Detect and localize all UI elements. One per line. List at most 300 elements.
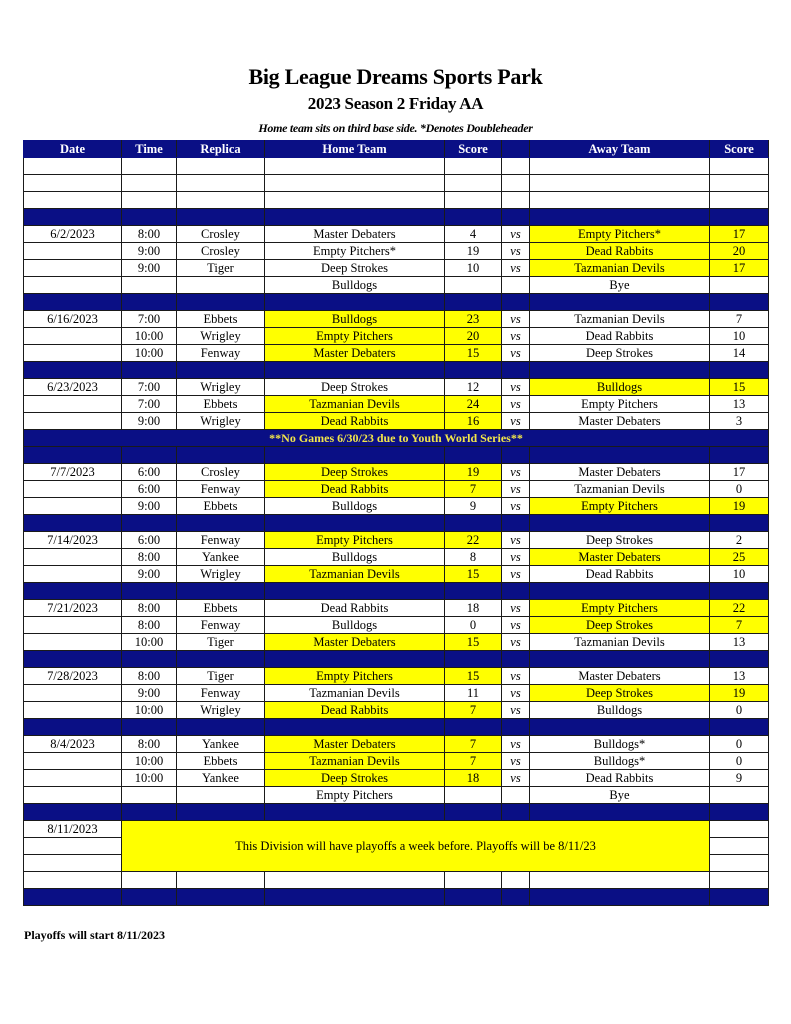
game-field: Fenway bbox=[177, 345, 265, 362]
away-score: 13 bbox=[710, 396, 769, 413]
week-separator bbox=[24, 719, 769, 736]
empty-cell bbox=[710, 583, 769, 600]
game-date: 6/16/2023 bbox=[24, 311, 122, 328]
empty-cell bbox=[24, 277, 122, 294]
blank-row bbox=[24, 872, 769, 889]
empty-cell bbox=[445, 804, 502, 821]
game-field: Tiger bbox=[177, 634, 265, 651]
game-time: 10:00 bbox=[122, 328, 177, 345]
empty-cell bbox=[530, 872, 710, 889]
away-team: Bulldogs bbox=[530, 702, 710, 719]
empty-cell bbox=[122, 515, 177, 532]
home-team: Dead Rabbits bbox=[265, 481, 445, 498]
game-row bbox=[24, 668, 769, 685]
game-field: Yankee bbox=[177, 770, 265, 787]
empty-cell bbox=[122, 294, 177, 311]
home-score: 12 bbox=[445, 379, 502, 396]
game-time: 10:00 bbox=[122, 702, 177, 719]
vs-label: vs bbox=[502, 685, 530, 702]
empty-cell bbox=[24, 804, 122, 821]
game-time: 6:00 bbox=[122, 464, 177, 481]
game-field: Yankee bbox=[177, 549, 265, 566]
game-row bbox=[24, 481, 769, 498]
col-header-time: Time bbox=[122, 141, 177, 158]
home-team: Tazmanian Devils bbox=[265, 566, 445, 583]
empty-cell bbox=[265, 651, 445, 668]
col-header-home-score: Score bbox=[445, 141, 502, 158]
bye-team: Bulldogs bbox=[265, 277, 445, 294]
empty-cell bbox=[265, 889, 445, 906]
home-score: 9 bbox=[445, 498, 502, 515]
empty-cell bbox=[710, 889, 769, 906]
home-score: 11 bbox=[445, 685, 502, 702]
away-score: 3 bbox=[710, 413, 769, 430]
empty-cell bbox=[122, 719, 177, 736]
vs-label: vs bbox=[502, 311, 530, 328]
game-time: 9:00 bbox=[122, 685, 177, 702]
away-score: 20 bbox=[710, 243, 769, 260]
home-team: Master Debaters bbox=[265, 345, 445, 362]
col-header-away-score: Score bbox=[710, 141, 769, 158]
game-date bbox=[24, 328, 122, 345]
empty-cell bbox=[710, 362, 769, 379]
empty-cell bbox=[710, 175, 769, 192]
vs-label: vs bbox=[502, 668, 530, 685]
empty-cell bbox=[530, 651, 710, 668]
empty-cell bbox=[24, 158, 122, 175]
empty-cell bbox=[265, 175, 445, 192]
game-row bbox=[24, 770, 769, 787]
away-score: 19 bbox=[710, 685, 769, 702]
game-field: Yankee bbox=[177, 736, 265, 753]
empty-cell bbox=[265, 294, 445, 311]
empty-cell bbox=[265, 515, 445, 532]
game-row bbox=[24, 396, 769, 413]
empty-cell bbox=[24, 362, 122, 379]
week-separator bbox=[24, 362, 769, 379]
away-score: 14 bbox=[710, 345, 769, 362]
playoff-date: 8/11/2023 bbox=[24, 821, 122, 838]
bye-label: Bye bbox=[530, 787, 710, 804]
away-score: 17 bbox=[710, 464, 769, 481]
empty-cell bbox=[710, 719, 769, 736]
empty-cell bbox=[122, 175, 177, 192]
away-score: 13 bbox=[710, 634, 769, 651]
away-score: 19 bbox=[710, 498, 769, 515]
game-time: 10:00 bbox=[122, 634, 177, 651]
away-team: Bulldogs* bbox=[530, 736, 710, 753]
game-time: 10:00 bbox=[122, 345, 177, 362]
empty-cell bbox=[445, 787, 502, 804]
game-time: 10:00 bbox=[122, 753, 177, 770]
game-row bbox=[24, 617, 769, 634]
game-row bbox=[24, 753, 769, 770]
vs-label: vs bbox=[502, 464, 530, 481]
game-field: Wrigley bbox=[177, 379, 265, 396]
game-field: Tiger bbox=[177, 260, 265, 277]
empty-cell bbox=[24, 294, 122, 311]
game-row bbox=[24, 549, 769, 566]
empty-cell bbox=[502, 362, 530, 379]
empty-cell bbox=[445, 872, 502, 889]
home-score: 22 bbox=[445, 532, 502, 549]
vs-label: vs bbox=[502, 566, 530, 583]
empty-cell bbox=[502, 277, 530, 294]
empty-cell bbox=[177, 192, 265, 209]
away-team: Dead Rabbits bbox=[530, 770, 710, 787]
home-team: Deep Strokes bbox=[265, 260, 445, 277]
empty-cell bbox=[530, 719, 710, 736]
empty-cell bbox=[24, 192, 122, 209]
empty-cell bbox=[24, 209, 122, 226]
vs-label: vs bbox=[502, 753, 530, 770]
schedule-note: Home team sits on third base side. *Denotes Doubleheader bbox=[258, 121, 533, 135]
empty-cell bbox=[445, 719, 502, 736]
empty-cell bbox=[265, 192, 445, 209]
week-separator bbox=[24, 583, 769, 600]
home-team: Deep Strokes bbox=[265, 770, 445, 787]
game-time: 7:00 bbox=[122, 396, 177, 413]
game-time: 7:00 bbox=[122, 311, 177, 328]
game-time: 8:00 bbox=[122, 600, 177, 617]
game-row bbox=[24, 328, 769, 345]
game-row bbox=[24, 243, 769, 260]
game-time: 8:00 bbox=[122, 668, 177, 685]
game-field: Ebbets bbox=[177, 396, 265, 413]
home-score: 15 bbox=[445, 566, 502, 583]
empty-cell bbox=[24, 447, 122, 464]
game-field: Tiger bbox=[177, 668, 265, 685]
empty-cell bbox=[445, 889, 502, 906]
home-team: Tazmanian Devils bbox=[265, 753, 445, 770]
empty-cell bbox=[530, 294, 710, 311]
game-date bbox=[24, 498, 122, 515]
empty-cell bbox=[24, 719, 122, 736]
empty-cell bbox=[445, 447, 502, 464]
empty-cell bbox=[24, 651, 122, 668]
game-row bbox=[24, 260, 769, 277]
empty-cell bbox=[265, 158, 445, 175]
home-team: Dead Rabbits bbox=[265, 702, 445, 719]
week-separator bbox=[24, 447, 769, 464]
schedule-table bbox=[23, 140, 769, 906]
away-score: 0 bbox=[710, 753, 769, 770]
away-score: 22 bbox=[710, 600, 769, 617]
game-time: 9:00 bbox=[122, 260, 177, 277]
home-team: Dead Rabbits bbox=[265, 413, 445, 430]
empty-cell bbox=[445, 209, 502, 226]
vs-label: vs bbox=[502, 549, 530, 566]
game-date bbox=[24, 345, 122, 362]
empty-cell bbox=[265, 872, 445, 889]
empty-cell bbox=[265, 209, 445, 226]
page-subtitle: 2023 Season 2 Friday AA bbox=[307, 94, 484, 113]
away-team: Dead Rabbits bbox=[530, 566, 710, 583]
empty-cell bbox=[710, 872, 769, 889]
game-time: 9:00 bbox=[122, 413, 177, 430]
empty-cell bbox=[530, 175, 710, 192]
no-games-banner: **No Games 6/30/23 due to Youth World Series** bbox=[24, 430, 769, 447]
home-score: 4 bbox=[445, 226, 502, 243]
game-field: Crosley bbox=[177, 464, 265, 481]
playoff-row bbox=[24, 821, 769, 838]
empty-cell bbox=[710, 277, 769, 294]
col-header-replica: Replica bbox=[177, 141, 265, 158]
vs-label: vs bbox=[502, 736, 530, 753]
empty-cell bbox=[122, 209, 177, 226]
home-score: 7 bbox=[445, 481, 502, 498]
home-team: Empty Pitchers bbox=[265, 328, 445, 345]
empty-cell bbox=[445, 277, 502, 294]
game-time: 9:00 bbox=[122, 566, 177, 583]
empty-cell bbox=[265, 719, 445, 736]
game-time: 10:00 bbox=[122, 770, 177, 787]
game-date bbox=[24, 243, 122, 260]
away-team: Tazmanian Devils bbox=[530, 481, 710, 498]
home-team: Bulldogs bbox=[265, 549, 445, 566]
game-field: Fenway bbox=[177, 617, 265, 634]
away-score: 13 bbox=[710, 668, 769, 685]
vs-label: vs bbox=[502, 617, 530, 634]
empty-cell bbox=[177, 158, 265, 175]
col-header-date: Date bbox=[24, 141, 122, 158]
empty-cell bbox=[445, 192, 502, 209]
week-separator bbox=[24, 294, 769, 311]
game-row bbox=[24, 413, 769, 430]
game-row bbox=[24, 685, 769, 702]
game-row bbox=[24, 311, 769, 328]
home-score: 16 bbox=[445, 413, 502, 430]
away-team: Master Debaters bbox=[530, 668, 710, 685]
game-time: 6:00 bbox=[122, 532, 177, 549]
game-date: 6/23/2023 bbox=[24, 379, 122, 396]
empty-cell bbox=[710, 158, 769, 175]
empty-cell bbox=[265, 447, 445, 464]
empty-cell bbox=[502, 651, 530, 668]
away-team: Empty Pitchers bbox=[530, 600, 710, 617]
empty-cell bbox=[122, 651, 177, 668]
empty-cell bbox=[502, 515, 530, 532]
home-score: 7 bbox=[445, 736, 502, 753]
empty-cell bbox=[502, 294, 530, 311]
empty-cell bbox=[24, 872, 122, 889]
home-team: Empty Pitchers* bbox=[265, 243, 445, 260]
vs-label: vs bbox=[502, 498, 530, 515]
game-field: Ebbets bbox=[177, 600, 265, 617]
empty-cell bbox=[445, 175, 502, 192]
schedule-body bbox=[24, 158, 769, 906]
home-team: Master Debaters bbox=[265, 226, 445, 243]
vs-label: vs bbox=[502, 413, 530, 430]
empty-cell bbox=[502, 583, 530, 600]
game-time: 7:00 bbox=[122, 379, 177, 396]
game-date: 6/2/2023 bbox=[24, 226, 122, 243]
vs-label: vs bbox=[502, 328, 530, 345]
vs-label: vs bbox=[502, 396, 530, 413]
away-score: 0 bbox=[710, 702, 769, 719]
home-score: 10 bbox=[445, 260, 502, 277]
game-row bbox=[24, 379, 769, 396]
game-time: 9:00 bbox=[122, 243, 177, 260]
empty-cell bbox=[502, 175, 530, 192]
week-separator bbox=[24, 209, 769, 226]
empty-cell bbox=[710, 515, 769, 532]
game-date bbox=[24, 685, 122, 702]
game-field: Fenway bbox=[177, 685, 265, 702]
game-time: 8:00 bbox=[122, 226, 177, 243]
empty-cell bbox=[122, 804, 177, 821]
home-team: Dead Rabbits bbox=[265, 600, 445, 617]
away-team: Bulldogs bbox=[530, 379, 710, 396]
empty-cell bbox=[122, 362, 177, 379]
empty-cell bbox=[445, 294, 502, 311]
vs-label: vs bbox=[502, 600, 530, 617]
blank-row bbox=[24, 158, 769, 175]
playoff-date bbox=[24, 855, 122, 872]
home-team: Tazmanian Devils bbox=[265, 685, 445, 702]
game-row bbox=[24, 345, 769, 362]
empty-cell bbox=[177, 719, 265, 736]
home-score: 20 bbox=[445, 328, 502, 345]
game-date bbox=[24, 770, 122, 787]
game-date bbox=[24, 481, 122, 498]
away-score: 10 bbox=[710, 566, 769, 583]
away-team: Master Debaters bbox=[530, 413, 710, 430]
empty-cell bbox=[177, 175, 265, 192]
empty-cell bbox=[177, 294, 265, 311]
game-field: Ebbets bbox=[177, 311, 265, 328]
empty-cell bbox=[502, 889, 530, 906]
game-row bbox=[24, 634, 769, 651]
game-date: 8/4/2023 bbox=[24, 736, 122, 753]
empty-cell bbox=[177, 362, 265, 379]
home-team: Empty Pitchers bbox=[265, 532, 445, 549]
home-score: 18 bbox=[445, 770, 502, 787]
vs-label: vs bbox=[502, 379, 530, 396]
vs-label: vs bbox=[502, 532, 530, 549]
game-field: Crosley bbox=[177, 226, 265, 243]
away-team: Empty Pitchers* bbox=[530, 226, 710, 243]
empty-cell bbox=[710, 787, 769, 804]
away-score: 15 bbox=[710, 379, 769, 396]
game-date bbox=[24, 396, 122, 413]
home-team: Deep Strokes bbox=[265, 379, 445, 396]
empty-cell bbox=[445, 651, 502, 668]
vs-label: vs bbox=[502, 634, 530, 651]
empty-cell bbox=[502, 209, 530, 226]
empty-cell bbox=[710, 192, 769, 209]
empty-cell bbox=[24, 515, 122, 532]
week-separator bbox=[24, 515, 769, 532]
empty-cell bbox=[24, 787, 122, 804]
home-score: 8 bbox=[445, 549, 502, 566]
home-score: 18 bbox=[445, 600, 502, 617]
no-games-banner-row bbox=[24, 430, 769, 447]
game-time: 8:00 bbox=[122, 736, 177, 753]
col-header-away-team: Away Team bbox=[530, 141, 710, 158]
bye-team: Empty Pitchers bbox=[265, 787, 445, 804]
game-field: Fenway bbox=[177, 532, 265, 549]
bye-row bbox=[24, 787, 769, 804]
game-field: Ebbets bbox=[177, 498, 265, 515]
game-row bbox=[24, 736, 769, 753]
game-row bbox=[24, 566, 769, 583]
empty-cell bbox=[502, 719, 530, 736]
game-row bbox=[24, 226, 769, 243]
away-team: Tazmanian Devils bbox=[530, 634, 710, 651]
home-score: 7 bbox=[445, 702, 502, 719]
playoff-date bbox=[24, 838, 122, 855]
empty-cell bbox=[530, 209, 710, 226]
empty-cell bbox=[710, 294, 769, 311]
empty-cell bbox=[530, 515, 710, 532]
home-score: 15 bbox=[445, 345, 502, 362]
away-team: Master Debaters bbox=[530, 549, 710, 566]
game-date bbox=[24, 413, 122, 430]
empty-cell bbox=[530, 192, 710, 209]
game-date: 7/28/2023 bbox=[24, 668, 122, 685]
empty-cell bbox=[24, 175, 122, 192]
away-team: Master Debaters bbox=[530, 464, 710, 481]
empty-cell bbox=[177, 889, 265, 906]
empty-cell bbox=[445, 158, 502, 175]
col-header-home-team: Home Team bbox=[265, 141, 445, 158]
empty-cell bbox=[177, 787, 265, 804]
game-time: 8:00 bbox=[122, 617, 177, 634]
week-separator bbox=[24, 804, 769, 821]
away-team: Empty Pitchers bbox=[530, 498, 710, 515]
empty-cell bbox=[502, 158, 530, 175]
empty-cell bbox=[265, 362, 445, 379]
bottom-separator bbox=[24, 889, 769, 906]
game-row bbox=[24, 702, 769, 719]
blank-row bbox=[24, 175, 769, 192]
away-score: 9 bbox=[710, 770, 769, 787]
home-score: 15 bbox=[445, 668, 502, 685]
empty-cell bbox=[265, 583, 445, 600]
empty-cell bbox=[445, 515, 502, 532]
empty-cell bbox=[710, 651, 769, 668]
empty-cell bbox=[122, 583, 177, 600]
empty-cell bbox=[177, 872, 265, 889]
away-team: Empty Pitchers bbox=[530, 396, 710, 413]
away-score: 7 bbox=[710, 617, 769, 634]
empty-cell bbox=[177, 277, 265, 294]
empty-cell bbox=[710, 821, 769, 838]
vs-label: vs bbox=[502, 260, 530, 277]
page-title: Big League Dreams Sports Park bbox=[248, 64, 543, 89]
empty-cell bbox=[122, 889, 177, 906]
week-separator bbox=[24, 651, 769, 668]
vs-label: vs bbox=[502, 481, 530, 498]
away-team: Bulldogs* bbox=[530, 753, 710, 770]
game-time: 8:00 bbox=[122, 549, 177, 566]
vs-label: vs bbox=[502, 243, 530, 260]
home-team: Bulldogs bbox=[265, 311, 445, 328]
home-team: Master Debaters bbox=[265, 736, 445, 753]
empty-cell bbox=[122, 158, 177, 175]
home-score: 19 bbox=[445, 464, 502, 481]
home-team: Empty Pitchers bbox=[265, 668, 445, 685]
empty-cell bbox=[710, 447, 769, 464]
game-date bbox=[24, 549, 122, 566]
away-score: 0 bbox=[710, 736, 769, 753]
empty-cell bbox=[122, 447, 177, 464]
empty-cell bbox=[122, 192, 177, 209]
game-date bbox=[24, 617, 122, 634]
game-field: Wrigley bbox=[177, 413, 265, 430]
game-date bbox=[24, 702, 122, 719]
